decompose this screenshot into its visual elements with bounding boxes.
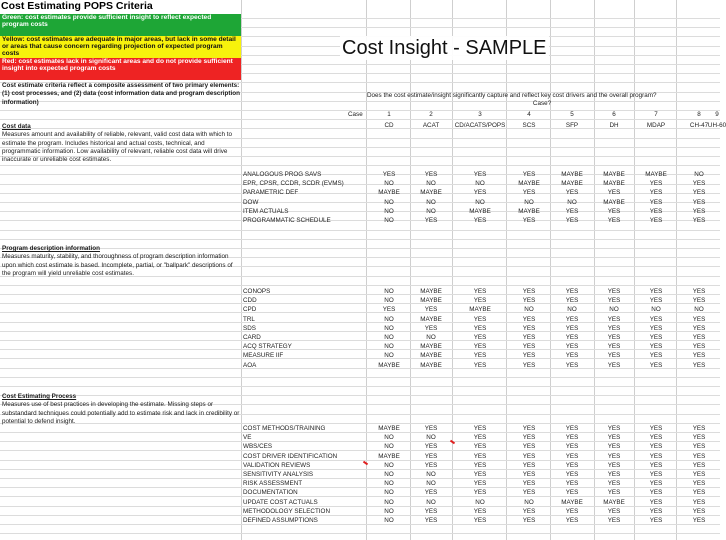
table-cell: MAYBE — [561, 171, 583, 178]
table-cell: YES — [424, 489, 438, 496]
row-label: RISK ASSESSMENT — [243, 480, 303, 487]
table-cell: NO — [384, 499, 394, 506]
section-description: Measures use of best practices in developing the estimate. Missing steps or substandard techniques could potentially add to estimate risk and lack in credibility or potential to defend insight. — [2, 401, 240, 425]
table-cell: YES — [692, 334, 706, 341]
table-cell: YES — [565, 462, 579, 469]
table-cell: YES — [424, 306, 438, 313]
table-cell: YES — [649, 208, 663, 215]
table-cell: NO — [384, 471, 394, 478]
table-cell: NO — [384, 217, 394, 224]
table-cell: MAYBE — [518, 180, 540, 187]
table-cell: YES — [692, 508, 706, 515]
table-cell: YES — [692, 443, 706, 450]
section-title: Program description information — [2, 245, 100, 252]
table-cell: YES — [692, 480, 706, 487]
table-cell: YES — [522, 189, 536, 196]
table-cell: YES — [473, 189, 487, 196]
table-cell: YES — [522, 362, 536, 369]
row-label: MEASURE IIF — [243, 352, 284, 359]
section-description: Measures amount and availability of reliable, relevant, valid cost data with which to estimate the program. Includes historical and actual costs, technical, and programmatic information. Low availability of relevant, reliable cost data will drive inaccurate or unreliable cost estimates. — [2, 131, 232, 164]
table-cell: YES — [522, 343, 536, 350]
row-label: ANALOGOUS PROG SAVS — [243, 171, 322, 178]
overlay-title: Cost Insight - SAMPLE — [342, 37, 547, 59]
table-cell: YES — [565, 208, 579, 215]
table-cell: YES — [649, 297, 663, 304]
table-row — [0, 353, 720, 362]
table-cell: NO — [426, 471, 436, 478]
grid-line-horizontal — [0, 377, 720, 378]
table-cell: YES — [649, 334, 663, 341]
table-cell: YES — [565, 443, 579, 450]
column-name: CD/ACATS/POPS — [454, 122, 506, 129]
row-label: COST METHODS/TRAINING — [243, 425, 326, 432]
row-label: PARAMETRIC DEF — [243, 189, 299, 196]
table-cell: YES — [473, 217, 487, 224]
table-cell: YES — [473, 325, 487, 332]
case-row-label: Case — [348, 111, 363, 118]
table-cell: YES — [649, 362, 663, 369]
table-cell: YES — [649, 489, 663, 496]
table-cell: YES — [565, 217, 579, 224]
row-label: WBS/CES — [243, 443, 273, 450]
table-row — [0, 490, 720, 499]
row-label: DOW — [243, 199, 259, 206]
table-cell: YES — [522, 489, 536, 496]
table-cell: MAYBE — [378, 362, 400, 369]
column-number: 6 — [612, 111, 616, 118]
table-row — [0, 307, 720, 316]
row-label: CDD — [243, 297, 257, 304]
table-cell: MAYBE — [378, 425, 400, 432]
column-name: UH-60 — [707, 122, 726, 129]
table-cell: YES — [473, 343, 487, 350]
table-row — [0, 444, 720, 453]
table-cell: YES — [473, 297, 487, 304]
table-cell: YES — [473, 171, 487, 178]
table-cell: YES — [607, 288, 621, 295]
table-cell: NO — [384, 180, 394, 187]
table-cell: YES — [473, 352, 487, 359]
table-cell: YES — [649, 325, 663, 332]
table-cell: NO — [384, 343, 394, 350]
table-cell: NO — [426, 499, 436, 506]
table-cell: YES — [607, 334, 621, 341]
column-name: ACAT — [422, 122, 440, 129]
criteria-green: Green: cost estimates provide sufficient insight to reflect expected program costs — [0, 14, 241, 36]
table-cell: YES — [692, 489, 706, 496]
table-cell: MAYBE — [378, 189, 400, 196]
table-cell: YES — [649, 508, 663, 515]
table-cell: YES — [565, 434, 579, 441]
table-cell: YES — [649, 425, 663, 432]
column-name: CH-47 — [689, 122, 709, 129]
table-cell: NO — [475, 499, 485, 506]
table-cell: MAYBE — [603, 199, 625, 206]
section-title: Cost Estimating Process — [2, 393, 77, 400]
table-cell: NO — [384, 480, 394, 487]
table-cell: YES — [473, 443, 487, 450]
table-cell: YES — [424, 508, 438, 515]
table-cell: YES — [473, 316, 487, 323]
table-cell: NO — [384, 443, 394, 450]
table-cell: YES — [692, 471, 706, 478]
table-cell: NO — [426, 180, 436, 187]
column-name: SFP — [565, 122, 579, 129]
table-cell: YES — [473, 517, 487, 524]
row-label: AOA — [243, 362, 257, 369]
table-cell: YES — [565, 471, 579, 478]
table-cell: YES — [565, 297, 579, 304]
table-cell: YES — [607, 489, 621, 496]
table-cell: NO — [524, 499, 534, 506]
row-label: VALIDATION REVIEWS — [243, 462, 311, 469]
table-cell: YES — [649, 517, 663, 524]
table-cell: YES — [473, 453, 487, 460]
table-cell: MAYBE — [603, 180, 625, 187]
table-cell: NO — [384, 325, 394, 332]
table-cell: YES — [522, 434, 536, 441]
table-cell: NO — [384, 334, 394, 341]
table-cell: YES — [607, 434, 621, 441]
table-cell: NO — [651, 306, 661, 313]
table-cell: YES — [473, 362, 487, 369]
table-cell: MAYBE — [420, 362, 442, 369]
table-cell: YES — [692, 499, 706, 506]
table-cell: YES — [692, 425, 706, 432]
table-cell: NO — [694, 306, 704, 313]
table-cell: YES — [692, 462, 706, 469]
table-cell: MAYBE — [603, 171, 625, 178]
row-label: SENSITIVITY ANALYSIS — [243, 471, 314, 478]
table-cell: NO — [384, 352, 394, 359]
column-number: 1 — [387, 111, 391, 118]
table-cell: YES — [522, 171, 536, 178]
column-name: MDAP — [646, 122, 666, 129]
sheet-title: Cost Estimating POPS Criteria — [1, 0, 153, 12]
table-cell: NO — [384, 489, 394, 496]
table-cell: NO — [384, 297, 394, 304]
composite-note: Cost estimate criteria reflect a composite assessment of two primary elements: (1) cost processes, and (2) data (cost information data and program description information) — [2, 82, 240, 106]
case-question-label: Case? — [532, 100, 552, 107]
table-cell: NO — [426, 199, 436, 206]
grid-line-horizontal — [0, 119, 720, 120]
table-cell: YES — [424, 325, 438, 332]
column-number: 9 — [715, 111, 719, 118]
table-cell: YES — [649, 217, 663, 224]
table-cell: YES — [607, 480, 621, 487]
table-cell: MAYBE — [420, 352, 442, 359]
column-number: 2 — [429, 111, 433, 118]
table-cell: YES — [649, 288, 663, 295]
table-cell: YES — [692, 297, 706, 304]
table-cell: YES — [382, 171, 396, 178]
grid-line-horizontal — [0, 165, 720, 166]
table-cell: NO — [426, 334, 436, 341]
table-cell: YES — [424, 517, 438, 524]
table-cell: YES — [692, 217, 706, 224]
table-cell: YES — [522, 297, 536, 304]
table-cell: YES — [649, 462, 663, 469]
table-cell: YES — [424, 217, 438, 224]
table-cell: NO — [609, 306, 619, 313]
table-cell: YES — [522, 453, 536, 460]
row-label: ITEM ACTUALS — [243, 208, 289, 215]
table-cell: NO — [384, 208, 394, 215]
table-cell: YES — [692, 208, 706, 215]
table-row — [0, 218, 720, 227]
table-cell: MAYBE — [561, 180, 583, 187]
table-cell: YES — [607, 362, 621, 369]
table-cell: YES — [522, 334, 536, 341]
table-cell: NO — [426, 480, 436, 487]
table-cell: YES — [692, 434, 706, 441]
table-cell: MAYBE — [420, 189, 442, 196]
table-cell: YES — [565, 362, 579, 369]
criteria-yellow: Yellow: cost estimates are adequate in major areas, but lack in some detail or areas that cause concern regarding projection of expected program costs — [0, 36, 241, 58]
grid-line-horizontal — [0, 230, 720, 231]
row-label: CPD — [243, 306, 257, 313]
table-cell: YES — [607, 471, 621, 478]
table-cell: YES — [424, 462, 438, 469]
table-cell: MAYBE — [469, 208, 491, 215]
table-cell: YES — [473, 508, 487, 515]
table-cell: MAYBE — [420, 316, 442, 323]
table-cell: YES — [565, 489, 579, 496]
table-cell: NO — [426, 434, 436, 441]
table-cell: YES — [565, 480, 579, 487]
row-label: SDS — [243, 325, 256, 332]
table-cell: YES — [522, 517, 536, 524]
table-cell: NO — [384, 316, 394, 323]
table-cell: NO — [384, 517, 394, 524]
column-number: 7 — [654, 111, 658, 118]
row-label: CONOPS — [243, 288, 271, 295]
table-cell: YES — [649, 316, 663, 323]
table-cell: YES — [607, 443, 621, 450]
table-cell: YES — [565, 352, 579, 359]
table-cell: NO — [426, 208, 436, 215]
table-cell: YES — [522, 217, 536, 224]
column-number: 5 — [570, 111, 574, 118]
table-cell: YES — [692, 325, 706, 332]
table-cell: YES — [473, 434, 487, 441]
section-block — [2, 393, 240, 426]
row-label: EPR, CPSR, CCDR, SCDR (EVMS) — [243, 180, 344, 187]
table-cell: YES — [473, 425, 487, 432]
table-cell: YES — [522, 425, 536, 432]
row-label: COST DRIVER IDENTIFICATION — [243, 453, 338, 460]
table-cell: YES — [607, 189, 621, 196]
table-cell: YES — [565, 288, 579, 295]
table-cell: YES — [649, 180, 663, 187]
table-cell: YES — [522, 443, 536, 450]
table-row — [0, 190, 720, 199]
table-cell: YES — [692, 288, 706, 295]
row-label: DEFINED ASSUMPTIONS — [243, 517, 318, 524]
table-cell: NO — [694, 171, 704, 178]
table-cell: MAYBE — [603, 499, 625, 506]
table-cell: YES — [649, 199, 663, 206]
column-number: 3 — [478, 111, 482, 118]
table-cell: MAYBE — [420, 343, 442, 350]
table-cell: YES — [607, 508, 621, 515]
table-row — [0, 518, 720, 527]
table-cell: YES — [607, 217, 621, 224]
column-number: 8 — [697, 111, 701, 118]
column-name: SCS — [522, 122, 536, 129]
table-cell: YES — [649, 352, 663, 359]
table-cell: MAYBE — [645, 171, 667, 178]
table-cell: YES — [649, 343, 663, 350]
table-cell: YES — [565, 425, 579, 432]
table-cell: YES — [649, 443, 663, 450]
table-cell: YES — [565, 334, 579, 341]
table-cell: YES — [473, 462, 487, 469]
table-cell: NO — [567, 199, 577, 206]
table-cell: YES — [607, 297, 621, 304]
table-cell: YES — [473, 334, 487, 341]
table-cell: YES — [565, 343, 579, 350]
table-cell: YES — [565, 453, 579, 460]
table-cell: YES — [473, 480, 487, 487]
section-block — [2, 245, 240, 278]
table-cell: MAYBE — [420, 297, 442, 304]
criteria-red: Red: cost estimates lack in significant areas and do not provide sufficient insight into expected program costs — [0, 58, 241, 80]
table-cell: YES — [649, 499, 663, 506]
row-label: CARD — [243, 334, 261, 341]
row-label: TRL — [243, 316, 255, 323]
table-cell: NO — [384, 199, 394, 206]
table-cell: YES — [607, 316, 621, 323]
question-text: Does the cost estimate/insight significantly capture and reflect key cost drivers and the overall program? — [367, 92, 657, 99]
table-cell: MAYBE — [420, 288, 442, 295]
section-description: Measures maturity, stability, and thoroughness of program description information upon which cost estimate is based. Incomplete, partial, or "ballpark" descriptions of the program will yield unreliable cost estimates. — [2, 253, 233, 277]
column-name: CD — [384, 122, 394, 129]
grid-line-horizontal — [0, 285, 720, 286]
table-cell: MAYBE — [518, 208, 540, 215]
row-label: DOCUMENTATION — [243, 489, 298, 496]
table-cell: YES — [382, 306, 396, 313]
grid-line-horizontal — [0, 533, 720, 534]
table-cell: YES — [607, 517, 621, 524]
table-cell: NO — [384, 434, 394, 441]
column-name: DH — [609, 122, 619, 129]
table-cell: YES — [522, 316, 536, 323]
table-cell: NO — [475, 180, 485, 187]
table-cell: YES — [649, 480, 663, 487]
table-cell: YES — [692, 316, 706, 323]
table-cell: YES — [473, 489, 487, 496]
table-cell: YES — [424, 171, 438, 178]
grid-line-horizontal — [0, 239, 720, 240]
table-cell: NO — [384, 462, 394, 469]
table-cell: YES — [565, 517, 579, 524]
table-cell: NO — [475, 199, 485, 206]
table-cell: YES — [607, 325, 621, 332]
column-number: 4 — [527, 111, 531, 118]
table-cell: MAYBE — [469, 306, 491, 313]
table-cell: YES — [565, 189, 579, 196]
table-cell: YES — [692, 352, 706, 359]
table-cell: YES — [607, 208, 621, 215]
table-cell: NO — [567, 306, 577, 313]
table-cell: YES — [522, 352, 536, 359]
table-cell: YES — [473, 288, 487, 295]
table-cell: YES — [473, 471, 487, 478]
table-cell: NO — [524, 199, 534, 206]
table-cell: NO — [384, 288, 394, 295]
row-label: METHODOLOGY SELECTION — [243, 508, 331, 515]
table-cell: YES — [692, 517, 706, 524]
table-cell: NO — [384, 508, 394, 515]
table-cell: YES — [692, 343, 706, 350]
table-cell: YES — [522, 288, 536, 295]
table-cell: YES — [565, 316, 579, 323]
table-cell: YES — [692, 362, 706, 369]
table-cell: YES — [692, 180, 706, 187]
section-block — [2, 123, 240, 164]
table-cell: NO — [524, 306, 534, 313]
table-row — [0, 363, 720, 372]
table-cell: YES — [522, 325, 536, 332]
table-cell: YES — [607, 352, 621, 359]
table-cell: YES — [522, 480, 536, 487]
table-cell: YES — [692, 453, 706, 460]
table-cell: YES — [565, 325, 579, 332]
table-cell: YES — [607, 425, 621, 432]
table-cell: YES — [565, 508, 579, 515]
grid-line-horizontal — [0, 386, 720, 387]
table-cell: YES — [607, 462, 621, 469]
table-cell: YES — [424, 443, 438, 450]
table-cell: YES — [522, 471, 536, 478]
row-label: PROGRAMMATIC SCHEDULE — [243, 217, 331, 224]
row-label: ACQ STRATEGY — [243, 343, 292, 350]
table-cell: YES — [649, 471, 663, 478]
table-cell: YES — [649, 453, 663, 460]
row-label: VE — [243, 434, 252, 441]
table-cell: MAYBE — [378, 453, 400, 460]
table-cell: YES — [649, 189, 663, 196]
section-title: Cost data — [2, 123, 31, 130]
table-cell: YES — [692, 199, 706, 206]
table-cell: YES — [522, 462, 536, 469]
table-cell: YES — [522, 508, 536, 515]
table-cell: YES — [424, 425, 438, 432]
table-cell: MAYBE — [561, 499, 583, 506]
table-cell: YES — [424, 453, 438, 460]
table-cell: YES — [649, 434, 663, 441]
table-cell: YES — [607, 453, 621, 460]
table-cell: YES — [607, 343, 621, 350]
row-label: UPDATE COST ACTUALS — [243, 499, 318, 506]
table-cell: YES — [692, 189, 706, 196]
